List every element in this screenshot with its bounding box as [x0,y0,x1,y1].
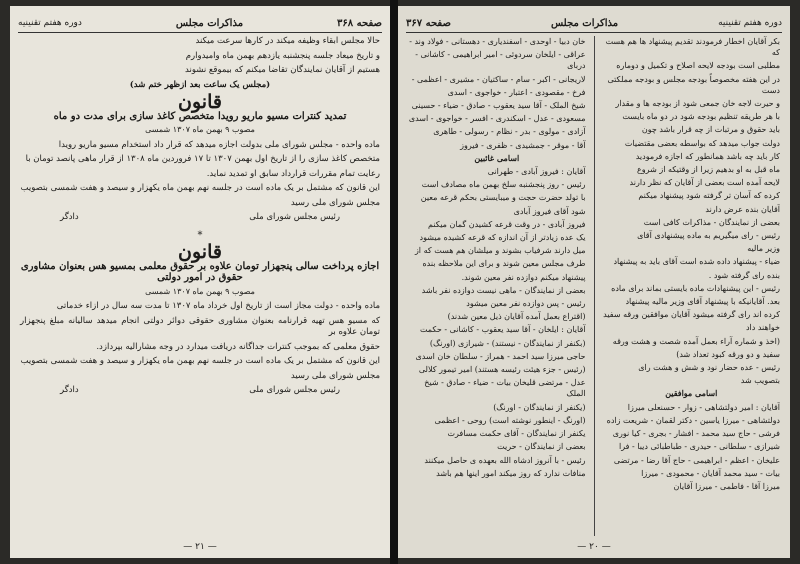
running-header [406,14,782,33]
column-line: اسامی موافقین [665,388,718,399]
column-line: رئیس - با آنروز ادشاه الله بعهده ی حاصل میکنند [424,455,586,465]
column-line: بتصویب شد [740,376,780,386]
signatory-name: دادگر [60,212,79,222]
page-367 [398,6,790,558]
column-line: آقا - موقر - جمشیدی - ظفری - فیروز [460,140,586,150]
page-label: صفحه ۳۶۷ [406,17,451,29]
column-line: باید حقوق و مرتبات از چه قرار باشد چون [641,125,780,135]
column-line: (اقتراع بعمل آمده آقایان ذیل معین شدند) [447,312,586,322]
column-line: خان دبیا - اوحدی - اسفندیاری - دهستانی - فولاد وند - [409,37,586,46]
column-line: فیروز آبادی - در وقت قرعه کشیدن گمان میکنم [428,219,586,229]
law2-title: قانون [178,241,222,263]
column-line: ضیاء - پیشنهاد داده شده است آقای باید به پیشنهاد [613,257,780,267]
law2-signature [20,385,380,397]
column-line: بکر آقایان اخطار فرمودند تقدیم پیشنهاد ها هم هست که [605,37,780,58]
law2-date: مصوب ۹ بهمن ماه ۱۳۰۷ شمسی [145,286,255,296]
column-line: شود آقای فیروز آبادی [513,206,586,216]
law2-text: که مسیو هس تهیه قرارنامه بعنوان مشاوری حقوقی دوائر دولتی انجام میدهد سالیانه مبلغ پنجهزار تومان علاوه بر [20,315,380,337]
page-body [20,36,380,536]
column-line: دولتشاهی - میرزا یاسین - دکتر لقمان - شریعت زاده [606,415,780,425]
column-line: (یکنفر از نمایندگان - اورنگ) [493,402,586,412]
column-line: بنده رای گرفته شود . [708,270,780,280]
column-line: آقایان : ایلخان - آقا سید یعقوب - کاشانی - حکمت [419,325,586,335]
column-line: سفید و دو ورقه کبود تعداد شد) [676,349,780,359]
column-line: رئیس - روز پنجشنبه سلخ بهمن ماه مصادف است [421,180,586,190]
law1-text: رعایت تمام مقررات قرارداد سابق او تمدید نماید. [206,168,380,179]
law1-signature [20,212,380,224]
column-line: پیشنهاد میکنم دوازده نفر معین شوند. [461,272,586,282]
column-line: کار باید چه باشد همانطور که اجازه فرمودید [635,151,780,161]
column-line: (بکنفر از نمایندگان - نیستند) - شیرازی (اورنگ) [429,338,586,348]
column-line: میل دارند شرفیاب بشوند و میلشان هم هست که از [414,246,586,256]
law1-date: مصوب ۹ بهمن ماه ۱۳۰۷ شمسی [145,125,255,134]
column-line: شیخ الملک - آقا سید یعقوب - صادق - ضیاء - حسینی [411,101,586,111]
law1-subtitle: تمدید کنترات مسیو ماریو رویدا متخصص کاغذ سازی برای مدت دو ماه [53,110,347,122]
column-line: (رئیس - جزء هیئت رئیسه هستند) امیر تیمور کلالی [418,365,586,375]
column-line: اسامی غائبین [474,152,520,163]
book-gutter [390,0,398,564]
two-column-body [408,36,780,536]
column-line: رئیس - این پیشنهادات ماده بایستی بماند برای ماده [611,283,780,293]
intro-line: هستیم از آقایان نمایندگان تقاضا میکنم که بیموقع نشوند [185,65,380,75]
page-label: صفحه ۳۶۸ [337,17,382,29]
header-volume: دوره هفتم تقنینیه [18,18,82,28]
section-stars: * [197,229,203,241]
column-line: مسعودی - عدل - اسکندری - افسر - خواجوی - اسدی [408,114,586,124]
page-folio: — ۲۱ — [183,542,217,552]
law2-text: حقوق معلمی که بموجب کنترات جداگانه دریافت میدارد در وجه مشارالیه بپردازد. [96,341,380,352]
column-right [603,36,781,536]
column-line: بعضی از نمایندگان - ماهی نیست دوازده نفر باشد [421,285,586,295]
signatory-title: رئیس مجلس شورای ملی [249,212,340,222]
intro-note: (مجلس یک ساعت بعد ازظهر ختم شد) [129,79,271,90]
column-line: عدل - مرتضی قلیخان بیات - ضیاء - صادق - شیخ الملک [424,378,586,399]
column-line: و حیرت لاجه خان جمعی شود از بودجه ها و مقدار [615,99,780,109]
header-title: مذاکرات مجلس [175,17,244,29]
column-line: وزیر مالیه [747,244,780,254]
law2-closing: این قانون که مشتمل بر یک ماده است در جلسه نهم بهمن ماه یکهزار و سیصد و هفت شمسی بتصویب [20,356,380,366]
column-line: (اورنگ - اینطور نوشته است) روحی - اعظمی [434,415,586,425]
column-line: عراقی - ایلخان سردوئی - امیر ابراهیمی - کاشانی - دربای [415,50,586,71]
column-line: فرشی - حاج سید محمد - افشار - بجری - کیا نوری [612,429,780,439]
header-volume: دوره هفتم تقنینیه [718,18,782,28]
column-line: با تولد حضرت حجت و میبایستی بحکم قرعه معین [420,193,586,203]
law2-subtitle: اجازه پرداخت سالی پنجهزار تومان علاوه بر حقوق معلمی بمسیو هس بعنوان مشاوری حقوق در امور دولتی [20,260,380,283]
law1-text: ماده واحده - مجلس شورای ملی بدولت اجازه میدهد که قرار داد استخدام مسیو ماریو رویدا [58,139,380,150]
column-line: مطلبی است بودجه لایحه اصلاح و تکمیل و دوماره [616,61,780,71]
header-title: مذاکرات مجلس [550,17,619,29]
column-left [408,36,586,536]
column-line: آقایان بنده عرض دارند [705,204,780,214]
column-line: خواهند داد [745,323,780,333]
column-line: علیخان - اعظم - ابراهیمی - حاج آقا رضا - مرتضی [613,455,780,465]
law2-text: ماده واحده - دولت مجاز است از تاریخ اول خرداد ماه ۱۳۰۷ تا مدت سه سال در ازاء خدماتی [56,301,380,311]
column-line: دولت جواب میدهد که بواسطه بعضی مقتضیات [624,138,780,148]
intro-line: حالا مجلس ابقاء وظیفه میکند در کارها سرعت میکند [195,36,380,46]
column-line: کرده که آسان تر گرفته شود پیشنهاد میکنم [638,191,780,201]
column-line: آزادی - مولوی - بدر - نظام - رسولی - طاهری [433,127,586,137]
running-header [18,14,382,33]
column-line: کرده اند رای گرفته میشود آقایان موافقین ورقه سفید [603,310,780,320]
page-folio: — ۲۰ — [577,542,611,552]
signatory-name: دادگر [60,385,79,395]
law1-text: متخصص کاغذ سازی را از تاریخ اول بهمن ۱۳۰۷ تا ۱۷ فروردین ماه ۱۳۰۸ از قرار ماهی پانصد تومان با [25,154,380,164]
law1-closing: این قانون که مشتمل بر یک ماده است در جلسه نهم بهمن ماه یکهزار و سیصد و هفت شمسی بتصویب [20,183,380,193]
column-line: رئیس - رای میگیریم به ماده پیشنهادی آقای [637,231,780,241]
intro-line: و تاریخ میعاد جلسه پنجشنبه یازدهم بهمن ماه وامیدوارم [185,50,380,61]
column-divider [594,36,595,536]
page-368 [10,6,390,558]
column-line: در این هفته مخصوصاً بودجه مجلس و بودجه مملکتی دست [607,74,780,95]
column-line: فرخ - مقصودی - اعتبار - خواجوی - اسدی [447,87,586,97]
column-line: بعضی از نمایندگان - مذاکرات کافی است [643,217,780,227]
column-line: حاجی میرزا سید احمد - همراز - سلطان خان اسدی [415,351,586,361]
column-line: رئیس - عده حضار نود و شش و هشت رای [638,363,780,373]
column-line: یک عده زیادتر از آن اندازه که قرعه کشیده میشود [419,233,586,243]
column-line: بعد. آقایانیکه با پیشنهاد آقای وزیر مالیه پیشنهاد [625,297,780,307]
column-line: میرزا آقا - فاطمی - میرزا آقایان [673,481,780,491]
column-line: منافات ندارد که روز میکند امور اینها هم باشد [436,468,586,478]
column-line: آقایان : فیروز آبادی - طهرانی [487,167,586,177]
column-line: رئیس - پس دوازده نفر معین میشود [466,299,586,309]
column-line: بیات - سید محمد آقایان - محمودی - میرزا [641,468,780,478]
column-line: آقایان : امیر دولتشاهی - زوار - حسنعلی میرزا [627,402,780,412]
column-line: شیرازی - سلطانی - حیدری - طباطبائی دیبا - فرا [619,442,780,452]
law1-closing-2: مجلس شورای ملی رسید [290,197,380,208]
column-line: لایحه آمده است بعضی از آقایان که نظر دارند [629,178,780,188]
signatory-title: رئیس مجلس شورای ملی [249,385,340,395]
column-line: بعضی از نمایندگان - حریت [497,442,586,452]
column-line: با هر طریقه تنظیم بودجه شود در دو ماه بایست [622,112,780,122]
column-line: (اخذ و شماره آراء بعمل آمده شصت و هشت ورقه [612,336,780,346]
column-line: لاریجانی - اکبر - سام - ساکتیان - مشیری - اعظمی - [411,74,586,84]
law2-closing-2: مجلس شورای ملی رسید [290,370,380,381]
column-line: ماه قبل به او بدهیم زیرا از وقتیکه از شروع [637,165,780,175]
law1-title: قانون [178,91,222,113]
column-line: یکنفر از نمایندگان - آقای حکمت مسافرت [447,429,586,439]
column-line: طرف مجلس معین شوند و برای این ملاحظه بنده [422,259,586,269]
